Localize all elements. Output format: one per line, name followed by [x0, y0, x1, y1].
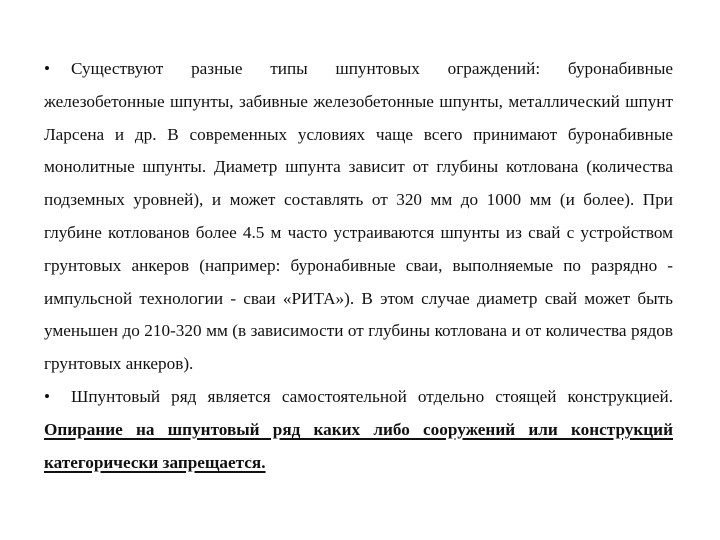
paragraph-text: Шпунтовый ряд является самостоятельной отдельно стоящей конструкцией. [71, 386, 673, 406]
paragraph-sheet-piling-types [44, 53, 673, 381]
paragraph-sheet-pile-row [44, 381, 673, 479]
bullet-icon: • [44, 59, 51, 78]
warning-emphasis-text: Опирание на шпунтовый ряд каких либо сооружений или конструкций категорически запрещается. [44, 419, 673, 472]
paragraph-text: Существуют разные типы шпунтовых ограждений: буронабивные железобетонные шпунты, забивные железобетонные шпунты, металлический шпунт Ларсена и др. В современных условиях чаще всего принимают буронабивные монолитные шпунты. Диаметр шпунта зависит от глубины котлована (количества подземных уровней), и может составлять от 320 мм до 1000 мм (и более). При глубине котлованов более 4.5 м часто устраиваются шпунты из свай с устройством грунтовых анкеров (например: буронабивные сваи, выполняемые по разрядно - импульсной технологии - сваи «РИТА»). В этом случае диаметр свай может быть уменьшен до 210-320 мм (в зависимости от глубины котлована и от количества рядов грунтовых анкеров). [44, 59, 673, 374]
bullet-icon: • [44, 386, 51, 406]
